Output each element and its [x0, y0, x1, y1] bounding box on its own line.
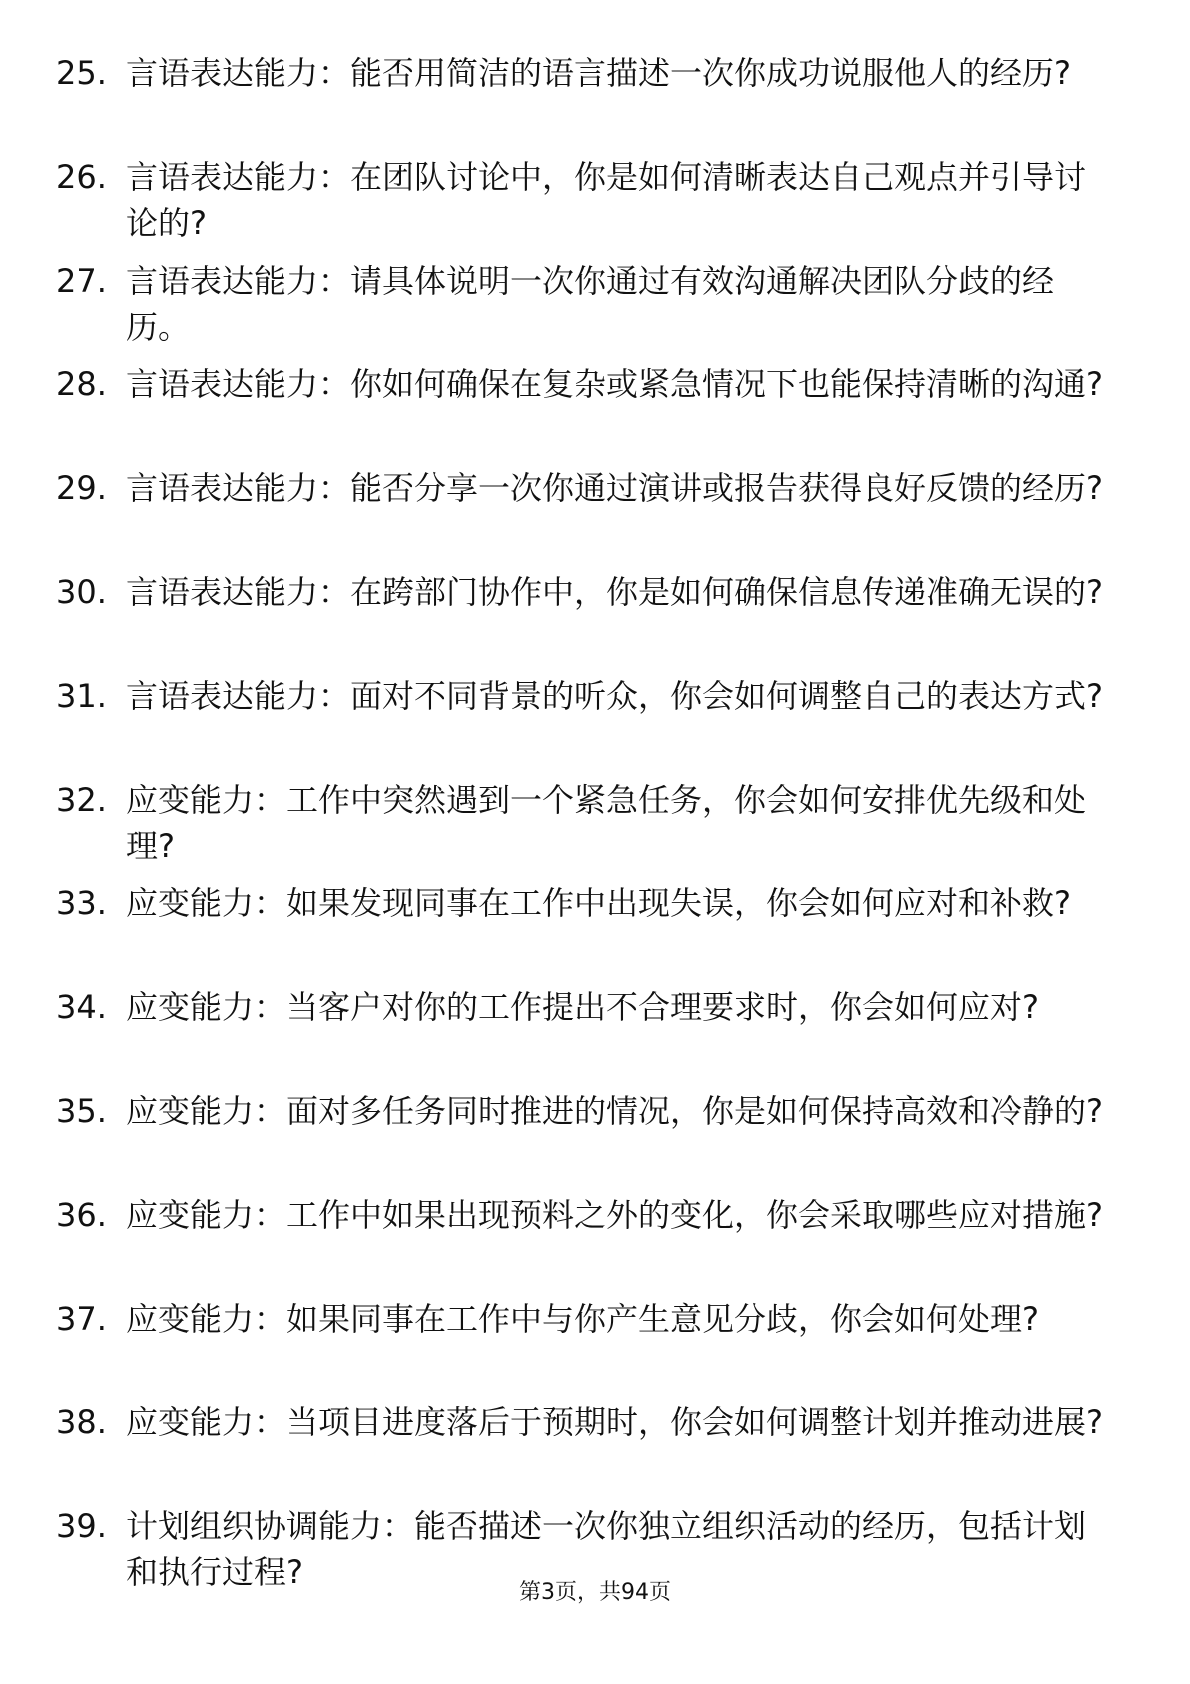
question-number: 38.: [56, 1403, 107, 1442]
question-number: 27.: [56, 261, 107, 300]
question-item-37: [0, 1296, 1190, 1394]
question-item-27: [0, 258, 1190, 356]
question-number: 31.: [56, 676, 107, 715]
question-text: 言语表达能力：你如何确保在复杂或紧急情况下也能保持清晰的沟通?: [126, 365, 1103, 404]
question-number: 33.: [56, 884, 107, 923]
page-number-label: 第3页，共94页: [519, 1580, 671, 1605]
question-text: 言语表达能力：能否用简洁的语言描述一次你成功说服他人的经历?: [126, 54, 1071, 92]
question-text: 言语表达能力：面对不同背景的听众，你会如何调整自己的表达方式?: [126, 676, 1103, 715]
question-item-38: [0, 1399, 1190, 1497]
question-number: 37.: [56, 1299, 107, 1338]
question-text: 应变能力：当客户对你的工作提出不合理要求时，你会如何应对?: [126, 988, 1039, 1027]
question-item-32: [0, 777, 1190, 875]
question-item-26: [0, 154, 1190, 252]
question-number: 26.: [56, 157, 107, 196]
page-footer: [0, 1578, 1190, 1608]
question-item-34: [0, 984, 1190, 1082]
question-text: 言语表达能力：能否分享一次你通过演讲或报告获得良好反馈的经历?: [126, 469, 1103, 508]
question-text: 应变能力：当项目进度落后于预期时，你会如何调整计划并推动进展?: [126, 1403, 1103, 1442]
question-text: 计划组织协调能力：能否描述一次你独立组织活动的经历，包括计划和执行过程?: [126, 1507, 1087, 1592]
question-number: 36.: [56, 1195, 107, 1234]
question-item-36: [0, 1192, 1190, 1290]
question-text: 言语表达能力：请具体说明一次你通过有效沟通解决团队分歧的经历。: [126, 261, 1055, 346]
question-number: 39.: [56, 1507, 107, 1546]
question-text: 应变能力：工作中如果出现预料之外的变化，你会采取哪些应对措施?: [126, 1195, 1103, 1234]
question-text: 言语表达能力：在跨部门协作中，你是如何确保信息传递准确无误的?: [126, 572, 1103, 611]
question-text: 应变能力：工作中突然遇到一个紧急任务，你会如何安排优先级和处理?: [126, 780, 1087, 865]
question-number: 28.: [56, 365, 107, 404]
question-text: 应变能力：面对多任务同时推进的情况，你是如何保持高效和冷静的?: [126, 1091, 1103, 1130]
question-number: 34.: [56, 988, 107, 1027]
question-number: 32.: [56, 780, 107, 819]
question-list: [0, 50, 1190, 1607]
question-text: 言语表达能力：在团队讨论中，你是如何清晰表达自己观点并引导讨论的?: [126, 157, 1087, 242]
question-item-30: [0, 569, 1190, 667]
question-number: 35.: [56, 1091, 107, 1130]
question-number: 25.: [56, 54, 107, 92]
question-item-35: [0, 1088, 1190, 1186]
question-item-25: [0, 50, 1190, 148]
question-text: 应变能力：如果同事在工作中与你产生意见分歧，你会如何处理?: [126, 1299, 1039, 1338]
question-item-29: [0, 465, 1190, 563]
question-item-31: [0, 673, 1190, 771]
question-item-33: [0, 880, 1190, 978]
question-text: 应变能力：如果发现同事在工作中出现失误，你会如何应对和补救?: [126, 884, 1071, 923]
question-item-28: [0, 361, 1190, 459]
question-number: 30.: [56, 572, 107, 611]
question-number: 29.: [56, 469, 107, 508]
